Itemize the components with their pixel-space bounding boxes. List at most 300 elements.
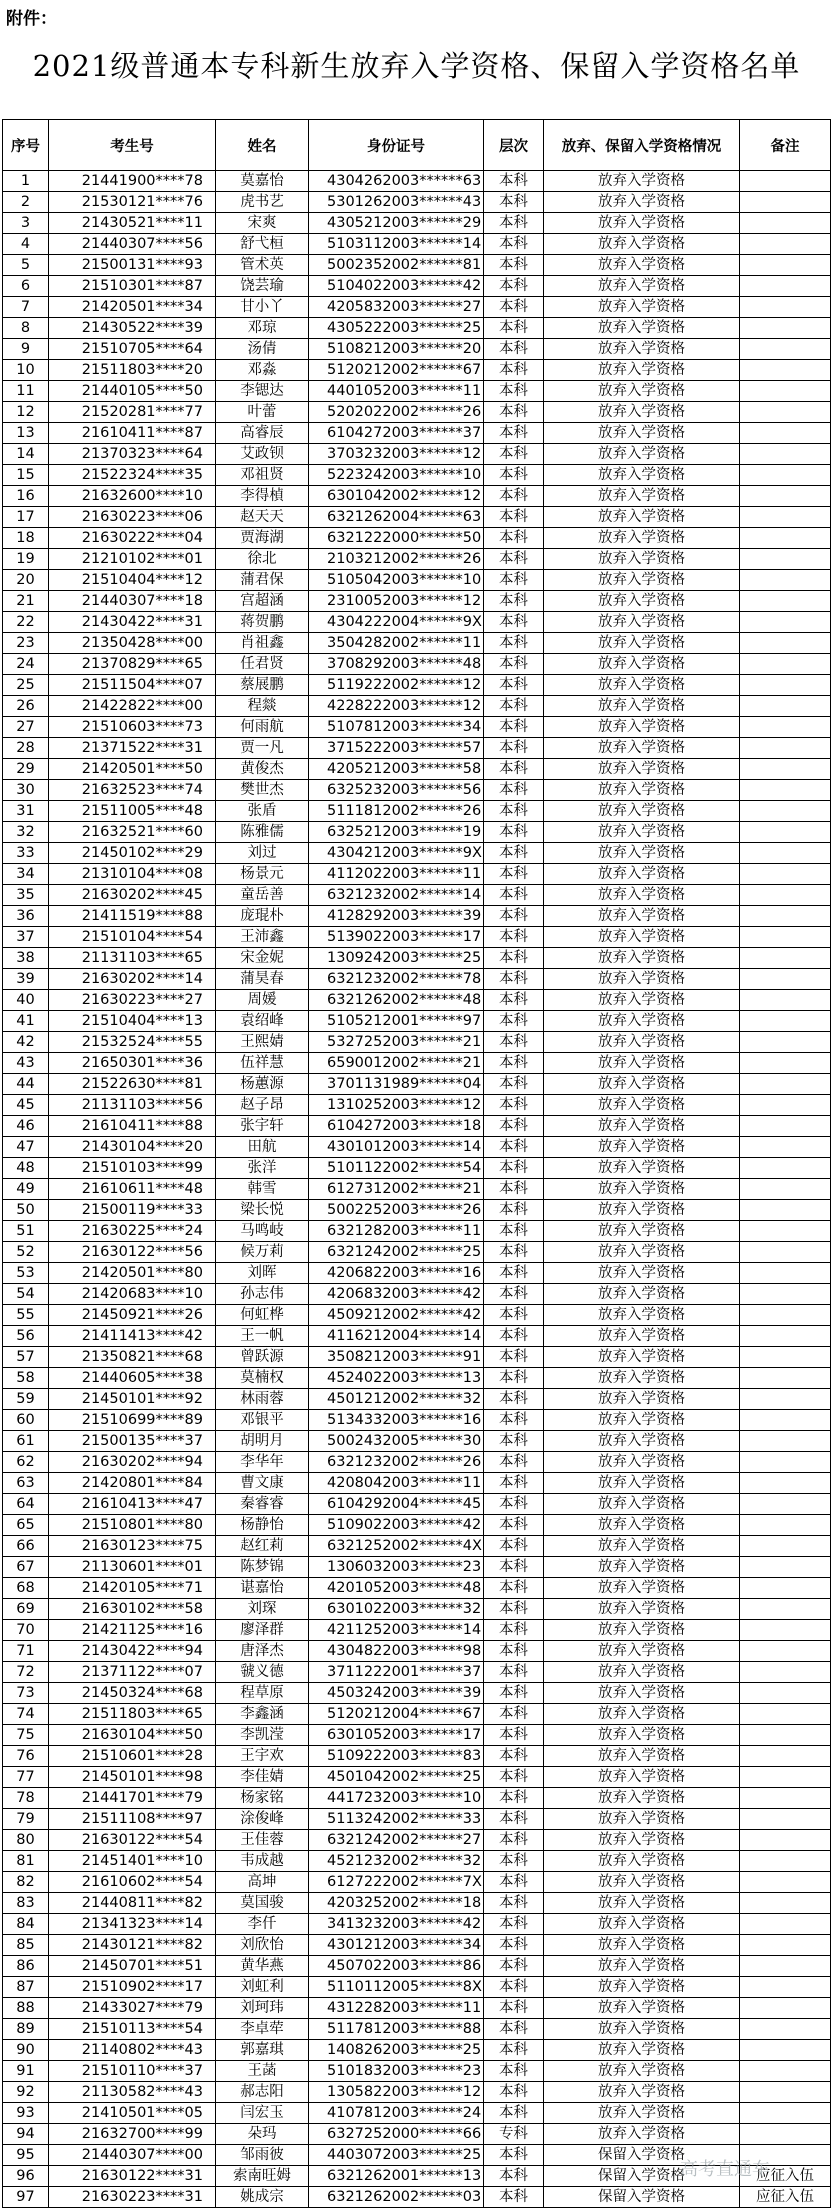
cell-name: 宫超涵	[216, 591, 309, 612]
cell-id-no: 4203252002******18	[309, 1893, 484, 1914]
watermark: 高考直通车	[680, 2159, 770, 2180]
cell-remark	[740, 213, 831, 234]
cell-id-no: 4501042002******25	[309, 1767, 484, 1788]
cell-seq: 65	[3, 1515, 49, 1536]
cell-seq: 45	[3, 1095, 49, 1116]
cell-level: 本科	[484, 2166, 544, 2187]
cell-seq: 62	[3, 1452, 49, 1473]
cell-remark	[740, 780, 831, 801]
cell-name: 曹文康	[216, 1473, 309, 1494]
table-row	[3, 2040, 831, 2061]
cell-exam-no: 21610413****47	[49, 1494, 216, 1515]
table-row	[3, 633, 831, 654]
cell-remark: 应征入伍	[740, 2166, 831, 2187]
cell-id-no: 5120212004******67	[309, 1704, 484, 1725]
cell-status: 放弃入学资格	[544, 1746, 740, 1767]
cell-remark	[740, 1935, 831, 1956]
header-level: 层次	[484, 120, 544, 171]
cell-status: 放弃入学资格	[544, 1830, 740, 1851]
header-exam-no: 考生号	[49, 120, 216, 171]
cell-level: 本科	[484, 234, 544, 255]
cell-level: 本科	[484, 906, 544, 927]
cell-name: 贾海湖	[216, 528, 309, 549]
cell-remark	[740, 1998, 831, 2019]
cell-level: 本科	[484, 171, 544, 192]
table-row	[3, 1263, 831, 1284]
cell-remark	[740, 696, 831, 717]
cell-exam-no: 21510603****73	[49, 717, 216, 738]
cell-seq: 19	[3, 549, 49, 570]
table-row	[3, 1956, 831, 1977]
cell-exam-no: 21630223****31	[49, 2187, 216, 2208]
cell-status: 放弃入学资格	[544, 654, 740, 675]
cell-remark	[740, 1452, 831, 1473]
cell-level: 本科	[484, 738, 544, 759]
cell-id-no: 5101122002******54	[309, 1158, 484, 1179]
cell-exam-no: 21610611****48	[49, 1179, 216, 1200]
cell-id-no: 5109022003******42	[309, 1515, 484, 1536]
cell-id-no: 6321262002******03	[309, 2187, 484, 2208]
cell-id-no: 5002252003******26	[309, 1200, 484, 1221]
cell-status: 放弃入学资格	[544, 1578, 740, 1599]
table-row	[3, 276, 831, 297]
cell-status: 放弃入学资格	[544, 1515, 740, 1536]
cell-name: 唐泽杰	[216, 1641, 309, 1662]
cell-remark	[740, 1956, 831, 1977]
cell-id-no: 6325232003******56	[309, 780, 484, 801]
cell-status: 放弃入学资格	[544, 906, 740, 927]
cell-remark	[740, 2124, 831, 2145]
cell-remark	[740, 1830, 831, 1851]
cell-status: 放弃入学资格	[544, 1977, 740, 1998]
cell-name: 叶蕾	[216, 402, 309, 423]
cell-status: 放弃入学资格	[544, 612, 740, 633]
cell-seq: 85	[3, 1935, 49, 1956]
cell-id-no: 3701131989******04	[309, 1074, 484, 1095]
cell-status: 放弃入学资格	[544, 990, 740, 1011]
cell-level: 本科	[484, 1977, 544, 1998]
cell-exam-no: 21632521****60	[49, 822, 216, 843]
cell-id-no: 4507022003******86	[309, 1956, 484, 1977]
cell-remark: 应征入伍	[740, 2187, 831, 2208]
cell-name: 程燚	[216, 696, 309, 717]
cell-remark	[740, 1347, 831, 1368]
cell-exam-no: 21440307****18	[49, 591, 216, 612]
cell-remark	[740, 612, 831, 633]
cell-seq: 25	[3, 675, 49, 696]
cell-id-no: 4305222003******25	[309, 318, 484, 339]
cell-name: 杨景元	[216, 864, 309, 885]
cell-id-no: 4417232003******10	[309, 1788, 484, 1809]
cell-exam-no: 21440811****82	[49, 1893, 216, 1914]
cell-name: 贾一凡	[216, 738, 309, 759]
cell-exam-no: 21130582****43	[49, 2082, 216, 2103]
cell-id-no: 4206822003******16	[309, 1263, 484, 1284]
cell-exam-no: 21510601****28	[49, 1746, 216, 1767]
cell-exam-no: 21450701****51	[49, 1956, 216, 1977]
cell-seq: 6	[3, 276, 49, 297]
cell-id-no: 4501212002******32	[309, 1389, 484, 1410]
cell-name: 莫国骏	[216, 1893, 309, 1914]
cell-exam-no: 21510902****17	[49, 1977, 216, 1998]
cell-seq: 90	[3, 2040, 49, 2061]
cell-name: 周媛	[216, 990, 309, 1011]
cell-seq: 93	[3, 2103, 49, 2124]
cell-level: 本科	[484, 276, 544, 297]
name-list-table	[2, 119, 831, 2208]
cell-name: 庞琨朴	[216, 906, 309, 927]
cell-level: 本科	[484, 1746, 544, 1767]
cell-status: 放弃入学资格	[544, 1788, 740, 1809]
cell-level: 本科	[484, 486, 544, 507]
cell-level: 本科	[484, 2061, 544, 2082]
cell-level: 本科	[484, 1893, 544, 1914]
cell-name: 李卓荦	[216, 2019, 309, 2040]
table-row	[3, 1620, 831, 1641]
cell-seq: 76	[3, 1746, 49, 1767]
cell-seq: 17	[3, 507, 49, 528]
cell-name: 马鸣岐	[216, 1221, 309, 1242]
cell-status: 放弃入学资格	[544, 948, 740, 969]
cell-remark	[740, 276, 831, 297]
cell-exam-no: 21632700****99	[49, 2124, 216, 2145]
table-row	[3, 990, 831, 1011]
cell-id-no: 5111812002******26	[309, 801, 484, 822]
cell-status: 放弃入学资格	[544, 822, 740, 843]
table-row	[3, 1368, 831, 1389]
cell-name: 赵红莉	[216, 1536, 309, 1557]
cell-name: 黄俊杰	[216, 759, 309, 780]
cell-status: 放弃入学资格	[544, 2082, 740, 2103]
cell-seq: 66	[3, 1536, 49, 1557]
cell-seq: 31	[3, 801, 49, 822]
cell-exam-no: 21440105****50	[49, 381, 216, 402]
cell-name: 廖泽群	[216, 1620, 309, 1641]
cell-exam-no: 21441900****78	[49, 171, 216, 192]
table-row	[3, 1200, 831, 1221]
cell-level: 本科	[484, 2187, 544, 2208]
cell-remark	[740, 1263, 831, 1284]
cell-id-no: 6301022003******32	[309, 1599, 484, 1620]
cell-name: 何雨航	[216, 717, 309, 738]
cell-seq: 56	[3, 1326, 49, 1347]
cell-exam-no: 21510705****64	[49, 339, 216, 360]
cell-status: 放弃入学资格	[544, 633, 740, 654]
cell-name: 蒲君保	[216, 570, 309, 591]
cell-level: 本科	[484, 1956, 544, 1977]
cell-level: 本科	[484, 591, 544, 612]
cell-exam-no: 21450324****68	[49, 1683, 216, 1704]
cell-level: 本科	[484, 780, 544, 801]
cell-id-no: 3711222001******37	[309, 1662, 484, 1683]
cell-remark	[740, 1389, 831, 1410]
header-remark: 备注	[740, 120, 831, 171]
cell-remark	[740, 465, 831, 486]
table-row	[3, 2019, 831, 2040]
cell-status: 放弃入学资格	[544, 423, 740, 444]
cell-remark	[740, 1578, 831, 1599]
cell-name: 王沛鑫	[216, 927, 309, 948]
cell-status: 放弃入学资格	[544, 969, 740, 990]
cell-status: 放弃入学资格	[544, 1053, 740, 1074]
cell-status: 保留入学资格	[544, 2145, 740, 2166]
cell-remark	[740, 1179, 831, 1200]
cell-exam-no: 21610411****88	[49, 1116, 216, 1137]
cell-remark	[740, 1641, 831, 1662]
cell-exam-no: 21630223****06	[49, 507, 216, 528]
cell-status: 放弃入学资格	[544, 444, 740, 465]
cell-id-no: 3715222003******57	[309, 738, 484, 759]
table-row	[3, 234, 831, 255]
table-row	[3, 1977, 831, 1998]
cell-level: 本科	[484, 1998, 544, 2019]
table-row	[3, 822, 831, 843]
cell-remark	[740, 1851, 831, 1872]
cell-status: 放弃入学资格	[544, 927, 740, 948]
cell-id-no: 4201052003******48	[309, 1578, 484, 1599]
cell-id-no: 3413232003******42	[309, 1914, 484, 1935]
cell-status: 放弃入学资格	[544, 1137, 740, 1158]
cell-remark	[740, 591, 831, 612]
cell-seq: 29	[3, 759, 49, 780]
cell-id-no: 6321232002******26	[309, 1452, 484, 1473]
cell-remark	[740, 402, 831, 423]
cell-level: 本科	[484, 948, 544, 969]
cell-level: 本科	[484, 1767, 544, 1788]
cell-status: 放弃入学资格	[544, 255, 740, 276]
cell-id-no: 5109222003******83	[309, 1746, 484, 1767]
cell-name: 王菡	[216, 2061, 309, 2082]
cell-remark	[740, 885, 831, 906]
cell-name: 蔡展鹏	[216, 675, 309, 696]
cell-exam-no: 21522630****81	[49, 1074, 216, 1095]
cell-seq: 13	[3, 423, 49, 444]
cell-exam-no: 21630222****04	[49, 528, 216, 549]
cell-remark	[740, 1200, 831, 1221]
cell-name: 肖祖鑫	[216, 633, 309, 654]
cell-exam-no: 21430522****39	[49, 318, 216, 339]
cell-level: 本科	[484, 990, 544, 1011]
cell-seq: 32	[3, 822, 49, 843]
cell-status: 放弃入学资格	[544, 528, 740, 549]
cell-name: 何虹桦	[216, 1305, 309, 1326]
cell-exam-no: 21610411****87	[49, 423, 216, 444]
cell-seq: 81	[3, 1851, 49, 1872]
cell-remark	[740, 1368, 831, 1389]
cell-id-no: 4128292003******39	[309, 906, 484, 927]
cell-id-no: 2103212002******26	[309, 549, 484, 570]
cell-exam-no: 21510113****54	[49, 2019, 216, 2040]
cell-id-no: 6325212003******19	[309, 822, 484, 843]
cell-id-no: 5202022002******26	[309, 402, 484, 423]
cell-name: 谌嘉怡	[216, 1578, 309, 1599]
cell-seq: 38	[3, 948, 49, 969]
cell-status: 放弃入学资格	[544, 1998, 740, 2019]
cell-level: 本科	[484, 864, 544, 885]
table-row	[3, 1326, 831, 1347]
cell-name: 田航	[216, 1137, 309, 1158]
cell-level: 本科	[484, 1662, 544, 1683]
table-row	[3, 2187, 831, 2208]
cell-status: 放弃入学资格	[544, 2124, 740, 2145]
cell-status: 放弃入学资格	[544, 1305, 740, 1326]
table-row	[3, 591, 831, 612]
cell-status: 放弃入学资格	[544, 276, 740, 297]
cell-exam-no: 21630122****56	[49, 1242, 216, 1263]
header-id-no: 身份证号	[309, 120, 484, 171]
cell-remark	[740, 864, 831, 885]
cell-id-no: 5105042003******10	[309, 570, 484, 591]
cell-status: 放弃入学资格	[544, 1956, 740, 1977]
cell-level: 本科	[484, 549, 544, 570]
cell-exam-no: 21430521****11	[49, 213, 216, 234]
table-row	[3, 1242, 831, 1263]
cell-exam-no: 21510699****89	[49, 1410, 216, 1431]
cell-exam-no: 21440307****00	[49, 2145, 216, 2166]
cell-status: 放弃入学资格	[544, 885, 740, 906]
cell-seq: 64	[3, 1494, 49, 1515]
header-seq: 序号	[3, 120, 49, 171]
cell-seq: 79	[3, 1809, 49, 1830]
cell-remark	[740, 1305, 831, 1326]
cell-remark	[740, 1494, 831, 1515]
cell-exam-no: 21500131****93	[49, 255, 216, 276]
cell-remark	[740, 1977, 831, 1998]
cell-level: 本科	[484, 1221, 544, 1242]
table-row	[3, 738, 831, 759]
cell-name: 胡明月	[216, 1431, 309, 1452]
cell-id-no: 3508212003******91	[309, 1347, 484, 1368]
cell-seq: 21	[3, 591, 49, 612]
cell-status: 放弃入学资格	[544, 297, 740, 318]
table-row	[3, 2103, 831, 2124]
cell-status: 放弃入学资格	[544, 1200, 740, 1221]
cell-seq: 11	[3, 381, 49, 402]
cell-level: 专科	[484, 2124, 544, 2145]
table-row	[3, 864, 831, 885]
table-row	[3, 948, 831, 969]
cell-exam-no: 21451401****10	[49, 1851, 216, 1872]
table-row	[3, 402, 831, 423]
cell-seq: 16	[3, 486, 49, 507]
cell-status: 放弃入学资格	[544, 801, 740, 822]
cell-name: 韦成越	[216, 1851, 309, 1872]
cell-level: 本科	[484, 1242, 544, 1263]
cell-remark	[740, 633, 831, 654]
table-row	[3, 1158, 831, 1179]
cell-level: 本科	[484, 297, 544, 318]
table-row	[3, 549, 831, 570]
cell-level: 本科	[484, 1032, 544, 1053]
cell-level: 本科	[484, 1200, 544, 1221]
cell-name: 涂俊峰	[216, 1809, 309, 1830]
cell-level: 本科	[484, 507, 544, 528]
cell-id-no: 5134332003******16	[309, 1410, 484, 1431]
cell-remark	[740, 1242, 831, 1263]
cell-name: 孙志伟	[216, 1284, 309, 1305]
cell-seq: 92	[3, 2082, 49, 2103]
cell-status: 放弃入学资格	[544, 1893, 740, 1914]
cell-exam-no: 21630123****75	[49, 1536, 216, 1557]
cell-level: 本科	[484, 381, 544, 402]
cell-status: 保留入学资格	[544, 2187, 740, 2208]
table-header-row	[3, 120, 831, 171]
cell-exam-no: 21510104****54	[49, 927, 216, 948]
cell-id-no: 1310252003******12	[309, 1095, 484, 1116]
cell-remark	[740, 906, 831, 927]
cell-id-no: 4206832003******42	[309, 1284, 484, 1305]
cell-level: 本科	[484, 1914, 544, 1935]
cell-seq: 71	[3, 1641, 49, 1662]
cell-level: 本科	[484, 1683, 544, 1704]
table-row	[3, 444, 831, 465]
cell-remark	[740, 1746, 831, 1767]
cell-remark	[740, 1158, 831, 1179]
cell-seq: 60	[3, 1410, 49, 1431]
cell-seq: 94	[3, 2124, 49, 2145]
table-row	[3, 1830, 831, 1851]
table-row	[3, 1704, 831, 1725]
cell-exam-no: 21630223****27	[49, 990, 216, 1011]
cell-level: 本科	[484, 1788, 544, 1809]
header-name: 姓名	[216, 120, 309, 171]
cell-exam-no: 21510301****87	[49, 276, 216, 297]
cell-name: 莫嘉怡	[216, 171, 309, 192]
cell-status: 放弃入学资格	[544, 192, 740, 213]
cell-name: 秦睿睿	[216, 1494, 309, 1515]
cell-id-no: 4211252003******14	[309, 1620, 484, 1641]
cell-level: 本科	[484, 654, 544, 675]
cell-seq: 57	[3, 1347, 49, 1368]
table-row	[3, 1452, 831, 1473]
table-row	[3, 1221, 831, 1242]
cell-status: 放弃入学资格	[544, 1557, 740, 1578]
cell-id-no: 4301012003******14	[309, 1137, 484, 1158]
cell-seq: 89	[3, 2019, 49, 2040]
cell-level: 本科	[484, 1305, 544, 1326]
cell-exam-no: 21610602****54	[49, 1872, 216, 1893]
table-row	[3, 255, 831, 276]
cell-seq: 39	[3, 969, 49, 990]
cell-level: 本科	[484, 1557, 544, 1578]
cell-name: 任君贤	[216, 654, 309, 675]
cell-seq: 47	[3, 1137, 49, 1158]
cell-name: 张洋	[216, 1158, 309, 1179]
attachment-label: 附件：	[6, 9, 57, 29]
cell-name: 艾政钡	[216, 444, 309, 465]
cell-status: 放弃入学资格	[544, 1389, 740, 1410]
cell-remark	[740, 822, 831, 843]
cell-remark	[740, 1515, 831, 1536]
cell-exam-no: 21430104****20	[49, 1137, 216, 1158]
cell-level: 本科	[484, 192, 544, 213]
cell-exam-no: 21510404****12	[49, 570, 216, 591]
cell-name: 陈雅儒	[216, 822, 309, 843]
cell-status: 放弃入学资格	[544, 2019, 740, 2040]
table-row	[3, 1998, 831, 2019]
cell-status: 放弃入学资格	[544, 234, 740, 255]
cell-name: 杨家铭	[216, 1788, 309, 1809]
cell-level: 本科	[484, 213, 544, 234]
cell-seq: 53	[3, 1263, 49, 1284]
cell-level: 本科	[484, 885, 544, 906]
cell-level: 本科	[484, 1809, 544, 1830]
cell-status: 放弃入学资格	[544, 1851, 740, 1872]
cell-seq: 77	[3, 1767, 49, 1788]
page-title: 2021级普通本专科新生放弃入学资格、保留入学资格名单	[32, 49, 801, 83]
cell-level: 本科	[484, 822, 544, 843]
table-row	[3, 528, 831, 549]
